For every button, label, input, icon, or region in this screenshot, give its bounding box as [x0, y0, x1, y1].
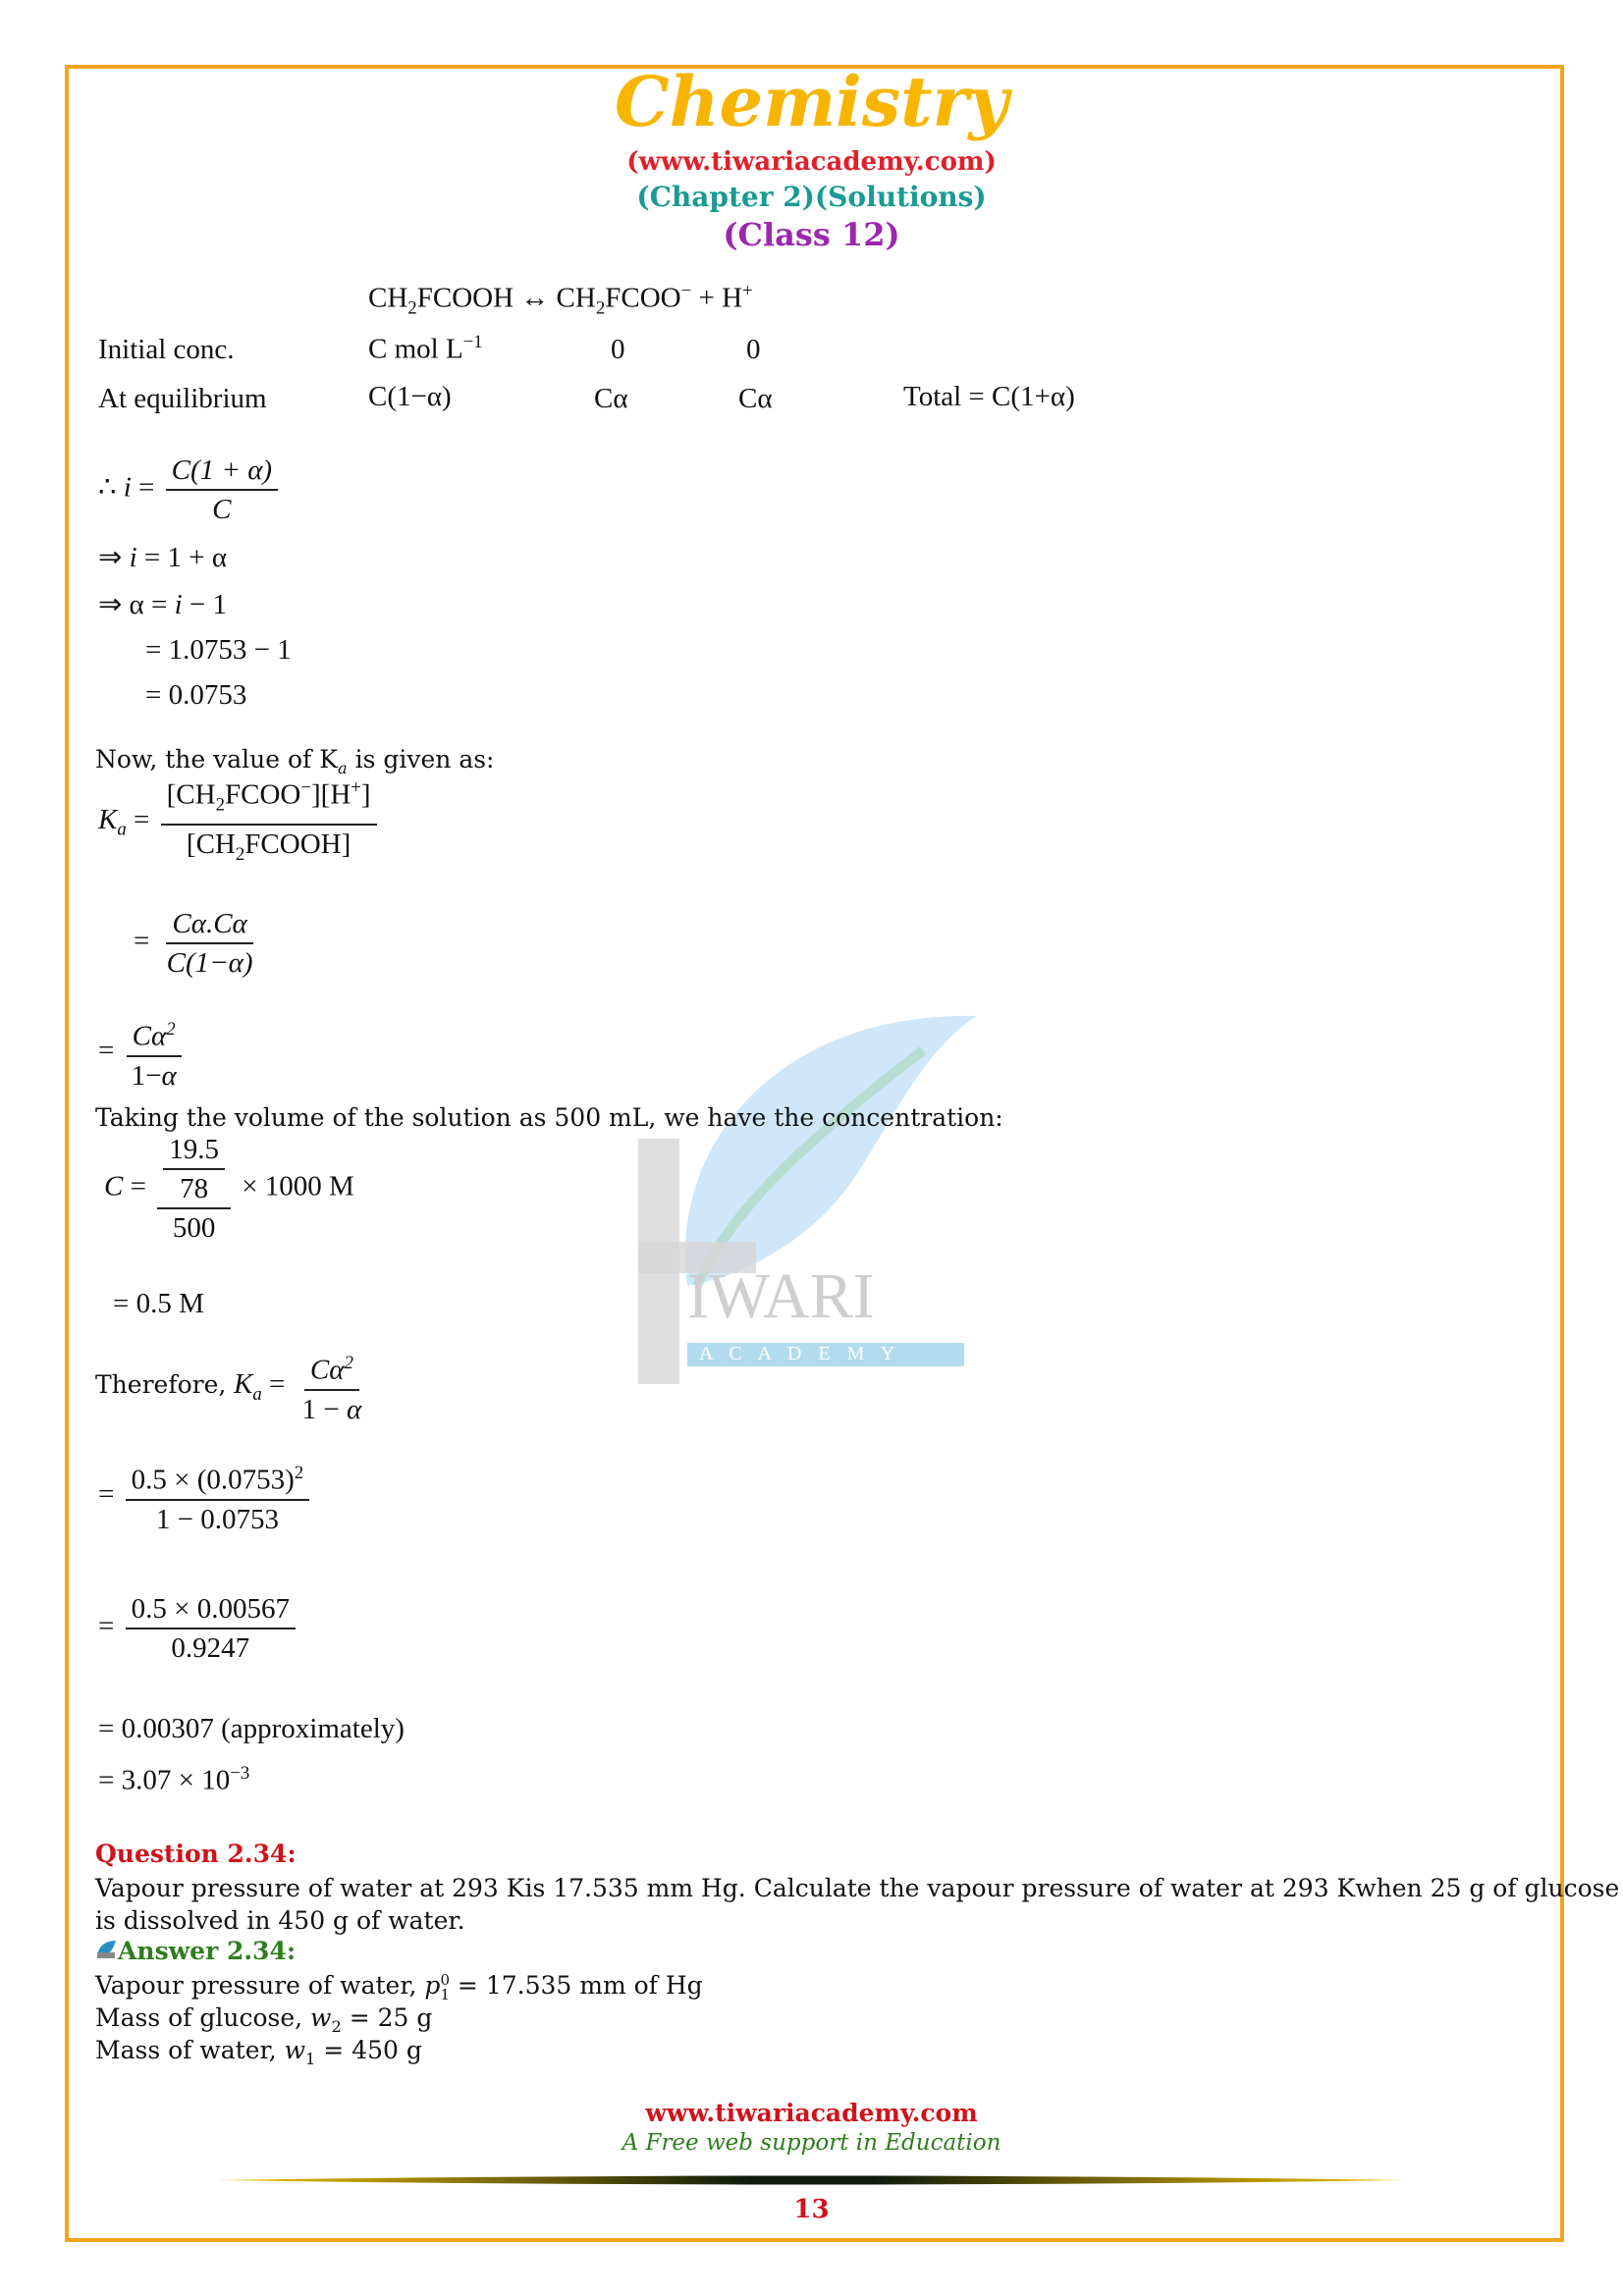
initial-conc-label: Initial conc.	[98, 334, 235, 365]
question-text-line: is dissolved in 450 g of water.	[95, 1906, 465, 1935]
watermark-sub: A C A D E M Y	[699, 1343, 901, 1364]
question-heading: Question 2.34:	[95, 1840, 297, 1868]
equilibrium-anion: Cα	[594, 383, 628, 414]
concentration-expression: C = $\frac{\frac{19.5}{78}}{500}$ × 1000 M	[104, 1131, 354, 1247]
ka-substitution: = $\frac{0.5 \times (0.0753)^2}{1 - 0.0753}$	[98, 1455, 313, 1538]
ka-step: = $\frac{C\alpha.C\alpha}{C(1-\alpha)}$	[134, 905, 263, 982]
footer-divider	[216, 2173, 1406, 2187]
ka-step: = $\frac{C\alpha^2}{1-\alpha}$	[98, 1011, 187, 1095]
ka-intro-text: Now, the value of $K_a$ is given as:	[95, 745, 495, 777]
therefore-text: Therefore,	[95, 1370, 227, 1399]
initial-conc-zero-2: 0	[746, 334, 761, 365]
answer-leaf-icon	[95, 1939, 117, 1960]
answer-line: Mass of water, $w_1 = 450$ g	[95, 2036, 422, 2068]
equation-line: ⇒ i = 1 + α	[98, 542, 228, 573]
page-number: 13	[793, 2195, 830, 2224]
equilibrium-total: Total = C(1+α)	[903, 381, 1075, 412]
page-title: Chemistry	[614, 61, 1009, 142]
equilibrium-label: At equilibrium	[98, 383, 267, 414]
ka-expression: $K_a$ = $\frac{[CH_2FCOO^-][H^+]}{[CH_2FCOOH]}$	[98, 770, 381, 874]
answer-line: Mass of glucose, $w_2 = 25$ g	[95, 2003, 433, 2036]
equation-line: ⇒ α = i − 1	[98, 589, 228, 620]
equation-line: = 1.0753 − 1	[145, 634, 292, 666]
question-text-line: Vapour pressure of water at 293 Kis 17.535 mm Hg. Calculate the vapour pressure of water at 293 Kwhen 25 g of glucose	[95, 1874, 1620, 1902]
header-url: (www.tiwariacademy.com)	[626, 147, 997, 177]
answer-heading: Answer 2.34:	[118, 1937, 297, 1965]
equation-line: = 0.0753	[145, 679, 247, 711]
watermark-word: IWARI	[687, 1260, 875, 1332]
footer-tagline: A Free web support in Education	[622, 2130, 1001, 2156]
concentration-value: = 0.5 M	[113, 1288, 204, 1319]
ka-result: = 0.00307 (approximately)	[98, 1713, 405, 1744]
initial-conc-zero-1: 0	[611, 334, 625, 365]
ka-simplified: = $\frac{0.5 \times 0.00567}{0.9247}$	[98, 1590, 299, 1667]
ka-formula: $K_a$ = $\frac{C\alpha^2}{1 - \alpha}$	[234, 1345, 371, 1428]
vant-hoff-expression: ∴ i = $\frac{C(1 + \alpha)}{C}$	[98, 452, 282, 528]
reaction-equation: $CH_2FCOOH$ ↔ $CH_2FCOO^- + H^+$	[368, 281, 753, 319]
footer-url[interactable]: www.tiwariacademy.com	[645, 2099, 978, 2127]
header-class: (Class 12)	[723, 216, 900, 253]
initial-conc-value: C mol $L^{-1}$	[368, 332, 483, 365]
answer-line: Vapour pressure of water, p 0 1 = 17.535 mm of Hg	[95, 1970, 703, 2003]
equilibrium-proton: Cα	[738, 383, 773, 414]
ka-result-scientific: = $3.07 \times 10^{-3}$	[98, 1763, 250, 1796]
volume-text: Taking the volume of the solution as 500 mL, we have the concentration:	[95, 1103, 1003, 1132]
equilibrium-acid: C(1−α)	[368, 381, 452, 412]
header-chapter: (Chapter 2)(Solutions)	[636, 181, 987, 213]
